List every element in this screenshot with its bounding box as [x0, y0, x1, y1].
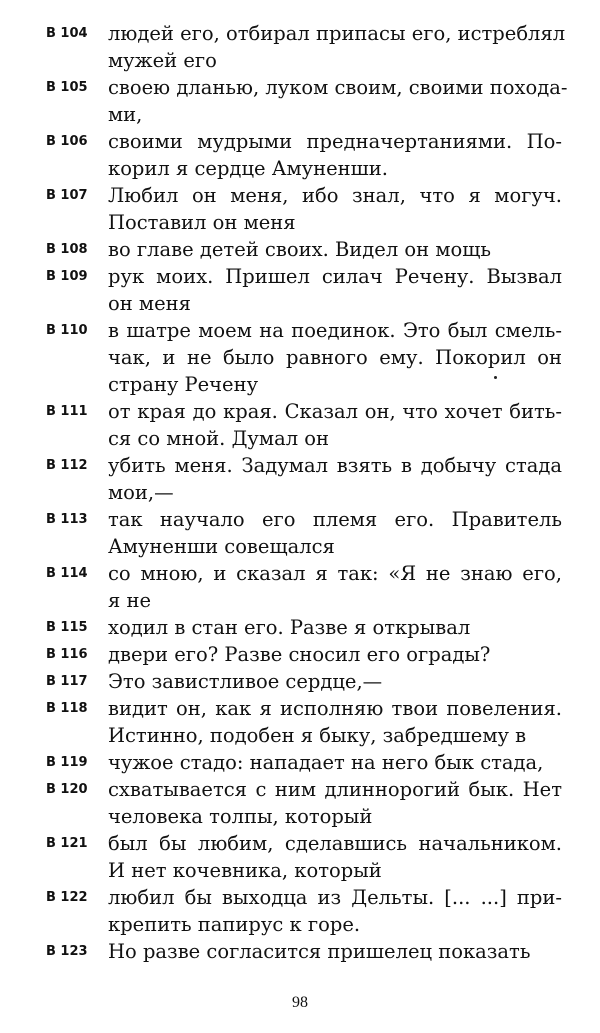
verse-number: В 110: [46, 323, 88, 338]
verse-number: В 111: [46, 404, 88, 419]
verse-text-line: своими мудрыми предначертаниями. По-: [108, 130, 562, 153]
verse-number: В 118: [46, 701, 88, 716]
verse-number: В 120: [46, 782, 88, 797]
verse-text-line: был бы любим, сделавшись начальником.: [108, 832, 562, 855]
verse-number: В 108: [46, 242, 88, 257]
verse-text-line: так научало его племя его. Правитель: [108, 508, 562, 531]
verse-text-line: чужое стадо: нападает на него бык стада,: [108, 751, 544, 774]
verse-text-line: видит он, как я исполняю твои повеления.: [108, 697, 562, 720]
verse-text-line: схватывается с ним длиннорогий бык. Нет: [108, 778, 562, 801]
verse-text-line: рук моих. Пришел силач Речену. Вызвал: [108, 265, 562, 288]
verse-text-line: корил я сердце Амуненши.: [108, 157, 388, 180]
verse-text-line: людей его, отбирал припасы его, истреблял: [108, 22, 566, 45]
verse-number: В 115: [46, 620, 88, 635]
verse-number: В 122: [46, 890, 88, 905]
verse-text-line: убить меня. Задумал взять в добычу стада: [108, 454, 562, 477]
verse-text-line: Любил он меня, ибо знал, что я могуч.: [108, 184, 562, 207]
verse-number: В 104: [46, 26, 88, 41]
verse-text-line: человека толпы, который: [108, 805, 373, 828]
verse-text-line: страну Речену: [108, 373, 259, 396]
verse-text-line: Амуненши совещался: [108, 535, 335, 558]
verse-text-line: Но разве согласится пришелец показать: [108, 940, 531, 963]
verse-text-line: ся со мной. Думал он: [108, 427, 330, 450]
verse-text-line: ми,: [108, 103, 143, 126]
verse-text-line: от края до края. Сказал он, что хочет бить-: [108, 400, 562, 423]
verse-number: В 119: [46, 755, 88, 770]
verse-text-line: Поставил он меня: [108, 211, 296, 234]
verse-text-line: двери его? Разве сносил его ограды?: [108, 643, 491, 666]
verse-text-line: Истинно, подобен я быку, забредшему в: [108, 724, 527, 747]
verse-text-line: со мною, и сказал я так: «Я не знаю его,: [108, 562, 562, 585]
verse-text-line: И нет кочевника, который: [108, 859, 382, 882]
verse-text-line: во главе детей своих. Видел он мощь: [108, 238, 492, 261]
verse-number: В 123: [46, 944, 88, 959]
verse-text-line: мои,—: [108, 481, 174, 504]
verse-number: В 112: [46, 458, 88, 473]
page-number: 98: [292, 994, 308, 1011]
verse-text-line: крепить папирус к горе.: [108, 913, 361, 936]
verse-number: В 106: [46, 134, 88, 149]
verse-number: В 121: [46, 836, 88, 851]
verse-text-line: ходил в стан его. Разве я открывал: [108, 616, 471, 639]
verse-text-line: он меня: [108, 292, 191, 315]
verse-text-line: любил бы выходца из Дельты. [... ...] при-: [108, 886, 562, 909]
verse-text-line: в шатре моем на поединок. Это был смель-: [108, 319, 562, 342]
verse-number: В 117: [46, 674, 88, 689]
verse-number: В 116: [46, 647, 88, 662]
verse-number: В 113: [46, 512, 88, 527]
verse-number: В 109: [46, 269, 88, 284]
verse-number: В 114: [46, 566, 88, 581]
verse-number: В 107: [46, 188, 88, 203]
verse-number: В 105: [46, 80, 88, 95]
verse-text-line: я не: [108, 589, 152, 612]
verse-text-line: мужей его: [108, 49, 217, 72]
verse-text-line: чак, и не было равного ему. Покорил он: [108, 346, 562, 369]
verse-text-line: Это завистливое сердце,—: [108, 670, 383, 693]
verse-text-line: своею дланью, луком своим, своими похода-: [108, 76, 568, 99]
